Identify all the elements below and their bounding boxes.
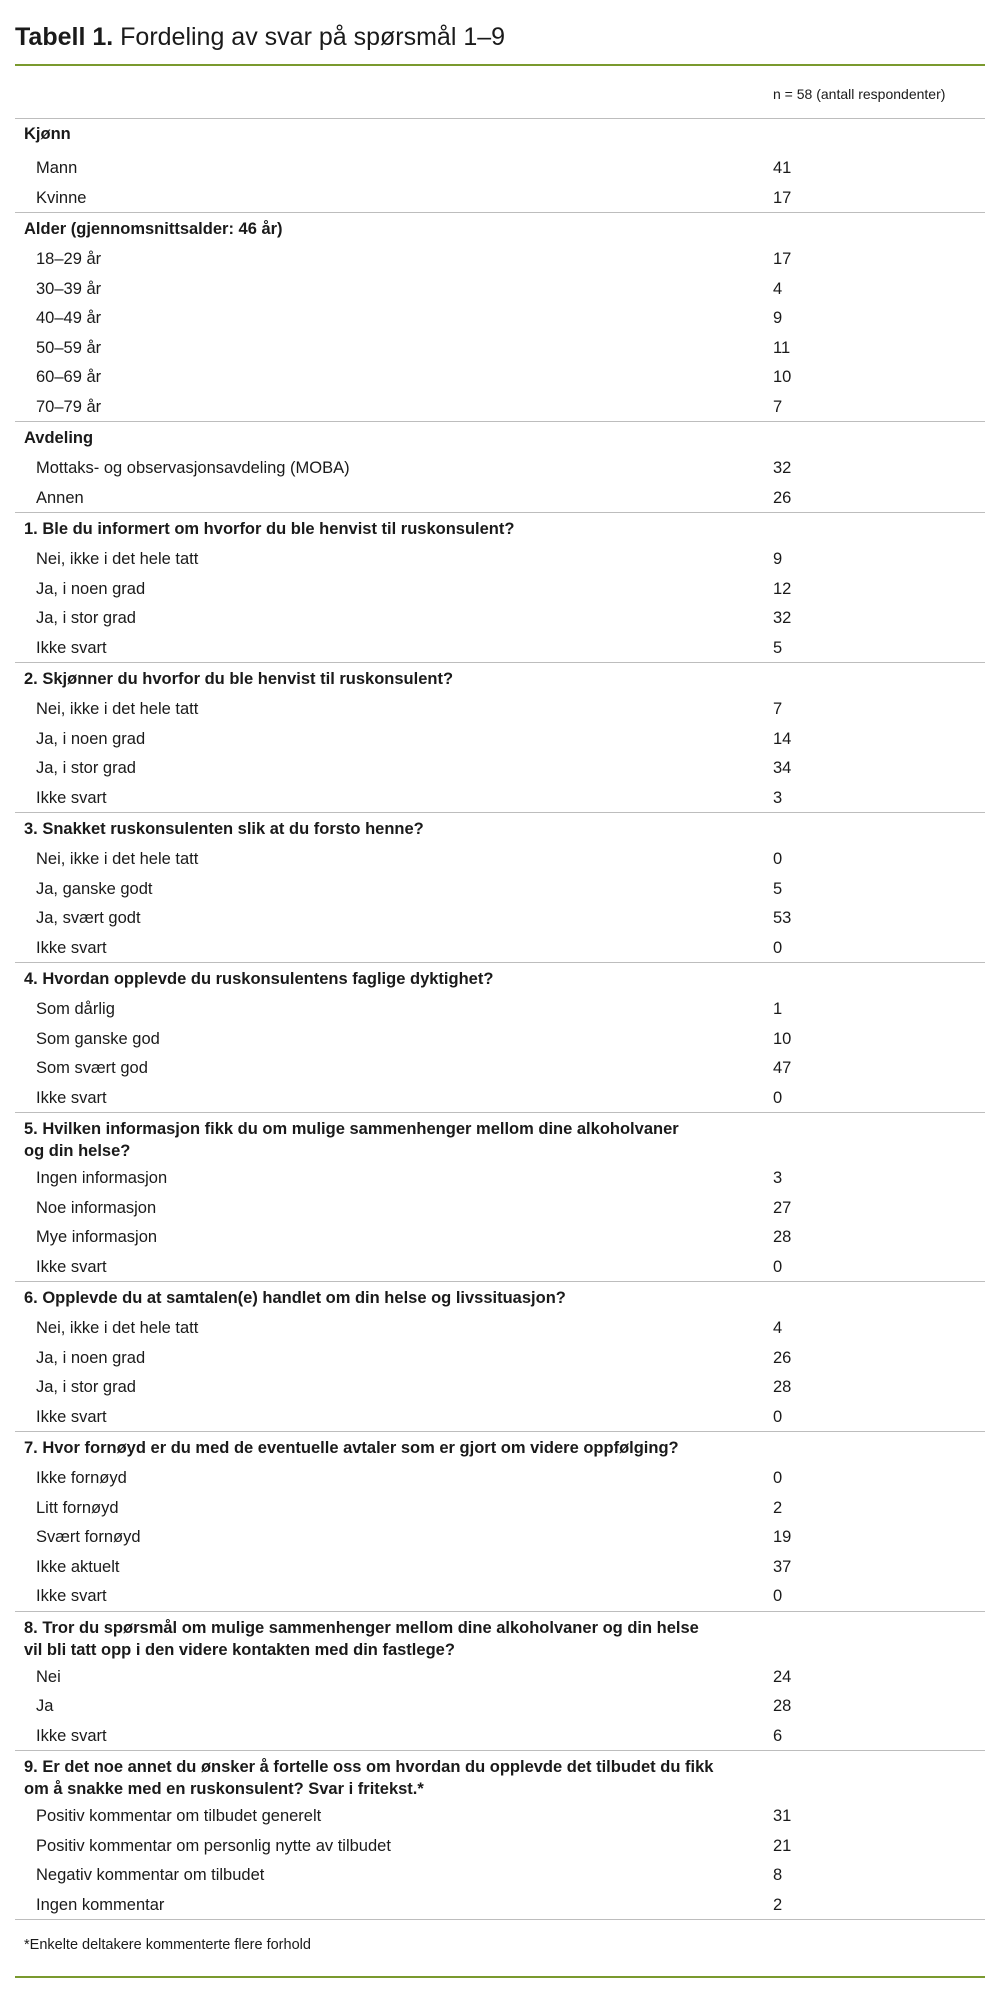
row-label: Ja, i noen grad — [36, 579, 146, 598]
table-row — [15, 1083, 985, 1113]
table-row — [15, 1801, 985, 1831]
table-row — [15, 244, 985, 274]
row-label: Ja, svært godt — [36, 909, 141, 927]
row-label: Mann — [36, 159, 78, 177]
table-section — [15, 1282, 985, 1432]
row-value: 3 — [773, 1169, 783, 1187]
table-section — [15, 963, 985, 1113]
row-value: 8 — [773, 1866, 783, 1884]
row-label: Ja, i stor grad — [36, 609, 136, 627]
row-label: Nei — [36, 1667, 61, 1686]
row-value: 0 — [773, 1088, 783, 1107]
table-row — [15, 392, 985, 422]
table-row — [15, 183, 985, 213]
row-value: 0 — [773, 1469, 783, 1487]
row-value: 3 — [773, 788, 783, 807]
row-value: 32 — [773, 609, 792, 627]
row-label: Ikke fornøyd — [36, 1469, 127, 1487]
table-title-label: Tabell 1. — [15, 23, 114, 51]
table-row — [15, 724, 985, 754]
row-value: 28 — [773, 1378, 792, 1396]
row-value: 6 — [773, 1726, 783, 1745]
row-value: 2 — [773, 1895, 783, 1914]
row-label: Ingen kommentar — [36, 1895, 165, 1914]
table-section — [15, 1751, 985, 1920]
section-heading: 4. Hvordan opplevde du ruskonsulentens faglige dyktighet? — [24, 970, 494, 988]
row-value: 4 — [773, 1319, 783, 1337]
row-label: Ja — [36, 1697, 54, 1715]
row-label: 18–29 år — [36, 250, 102, 268]
row-value: 26 — [773, 1348, 792, 1367]
row-label: 60–69 år — [36, 368, 102, 386]
row-value: 7 — [773, 700, 783, 718]
sample-size-header: n = 58 (antall respondenter) — [773, 86, 946, 102]
row-label: Mye informasjon — [36, 1228, 158, 1246]
row-label: Ikke svart — [36, 938, 107, 957]
section-heading: 8. Tror du spørsmål om mulige sammenhenger mellom dine alkoholvaner og din helse vil bli tatt opp i den videre kontakten med din fastlege? — [24, 1618, 699, 1659]
row-value: 12 — [773, 579, 792, 598]
table-row — [15, 1493, 985, 1523]
row-label: Ikke svart — [36, 638, 107, 657]
row-value: 17 — [773, 250, 792, 268]
row-value: 0 — [773, 850, 783, 868]
sample-size-row — [15, 66, 985, 119]
table-row — [15, 303, 985, 333]
row-label: Som ganske god — [36, 1029, 160, 1048]
row-label: Litt fornøyd — [36, 1498, 119, 1517]
row-value: 0 — [773, 1257, 783, 1276]
row-label: 50–59 år — [36, 338, 102, 357]
row-value: 9 — [773, 309, 783, 327]
row-value: 2 — [773, 1498, 783, 1517]
section-heading: 1. Ble du informert om hvorfor du ble henvist til ruskonsulent? — [24, 520, 515, 538]
row-value: 5 — [773, 638, 783, 657]
row-value: 47 — [773, 1059, 792, 1077]
section-heading: Avdeling — [24, 429, 94, 447]
row-label: Positiv kommentar om tilbudet generelt — [36, 1807, 322, 1825]
row-label: Positiv kommentar om personlig nytte av tilbudet — [36, 1836, 391, 1855]
table-row — [15, 574, 985, 604]
table-row — [15, 1313, 985, 1343]
table-section — [15, 1612, 985, 1752]
row-value: 53 — [773, 909, 792, 927]
row-label: Ikke svart — [36, 1088, 107, 1107]
table-row — [15, 1402, 985, 1432]
row-value: 34 — [773, 759, 792, 777]
row-value: 31 — [773, 1807, 792, 1825]
row-label: Ja, i noen grad — [36, 729, 146, 748]
table-title-text: Fordeling av svar på spørsmål 1–9 — [120, 23, 506, 51]
section-heading: 7. Hvor fornøyd er du med de eventuelle avtaler som er gjort om videre oppfølging? — [24, 1439, 679, 1457]
table-row — [15, 1463, 985, 1493]
row-label: Ja, i stor grad — [36, 1378, 136, 1396]
table-row — [15, 1831, 985, 1861]
table-section — [15, 813, 985, 963]
row-value: 10 — [773, 1029, 792, 1048]
section-heading: 3. Snakket ruskonsulenten slik at du forsto henne? — [24, 820, 424, 838]
row-label: Som svært god — [36, 1059, 148, 1077]
table-row — [15, 603, 985, 633]
table-row — [15, 1662, 985, 1692]
row-label: Ja, i stor grad — [36, 759, 136, 777]
table-row — [15, 333, 985, 363]
table-row — [15, 844, 985, 874]
table-row — [15, 153, 985, 183]
row-value: 41 — [773, 159, 792, 177]
table-row — [15, 362, 985, 392]
row-label: Ikke svart — [36, 1726, 107, 1745]
row-label: Annen — [36, 488, 84, 507]
row-value: 37 — [773, 1557, 792, 1576]
row-value: 7 — [773, 397, 783, 416]
row-value: 27 — [773, 1198, 792, 1217]
row-label: Kvinne — [36, 188, 87, 207]
row-value: 14 — [773, 729, 792, 748]
table-section — [15, 513, 985, 663]
row-label: Nei, ikke i det hele tatt — [36, 850, 199, 868]
table-row — [15, 1024, 985, 1054]
row-label: Ingen informasjon — [36, 1169, 168, 1187]
table-row — [15, 1163, 985, 1193]
row-label: Ikke svart — [36, 1257, 107, 1276]
table-row — [15, 1222, 985, 1252]
table-row — [15, 694, 985, 724]
row-label: Nei, ikke i det hele tatt — [36, 550, 199, 568]
table-row — [15, 453, 985, 483]
table-body — [15, 119, 985, 1920]
row-value: 11 — [773, 338, 791, 357]
row-label: 30–39 år — [36, 279, 102, 298]
row-value: 10 — [773, 368, 792, 386]
row-value: 4 — [773, 279, 783, 298]
section-heading: 2. Skjønner du hvorfor du ble henvist til ruskonsulent? — [24, 670, 454, 688]
row-label: 70–79 år — [36, 397, 102, 416]
table-row — [15, 1721, 985, 1751]
table-row — [15, 1193, 985, 1223]
bottom-rule — [15, 1976, 985, 1978]
row-label: Ja, ganske godt — [36, 879, 153, 898]
table-row — [15, 1343, 985, 1373]
table-row — [15, 753, 985, 783]
table-row — [15, 1522, 985, 1552]
row-label: Nei, ikke i det hele tatt — [36, 700, 199, 718]
row-value: 24 — [773, 1667, 792, 1686]
row-value: 17 — [773, 188, 792, 207]
table-row — [15, 903, 985, 933]
table-section — [15, 119, 985, 213]
table-row — [15, 1860, 985, 1890]
table-section — [15, 422, 985, 513]
table-section — [15, 1113, 985, 1282]
table-footnote: *Enkelte deltakere kommenterte flere forhold — [24, 1937, 311, 1953]
row-label: Som dårlig — [36, 1000, 115, 1018]
section-heading: 6. Opplevde du at samtalen(e) handlet om din helse og livssituasjon? — [24, 1289, 566, 1307]
row-value: 5 — [773, 879, 783, 898]
table-row — [15, 1691, 985, 1721]
row-label: Ja, i noen grad — [36, 1348, 146, 1367]
table-row — [15, 1372, 985, 1402]
table-row — [15, 1552, 985, 1582]
table-row — [15, 1581, 985, 1611]
table-row — [15, 633, 985, 663]
row-value: 28 — [773, 1697, 792, 1715]
section-heading: 5. Hvilken informasjon fikk du om mulige sammenhenger mellom dine alkoholvaner og din helse? — [24, 1120, 679, 1160]
table-row — [15, 274, 985, 304]
row-value: 1 — [773, 1000, 783, 1018]
section-heading: Alder (gjennomsnittsalder: 46 år) — [24, 220, 283, 238]
row-label: Ikke svart — [36, 788, 107, 807]
row-label: Mottaks- og observasjonsavdeling (MOBA) — [36, 459, 350, 477]
row-value: 32 — [773, 459, 792, 477]
row-value: 0 — [773, 1587, 783, 1605]
table-row — [15, 1252, 985, 1282]
row-label: Ikke aktuelt — [36, 1557, 120, 1576]
row-value: 19 — [773, 1528, 792, 1546]
row-value: 28 — [773, 1228, 792, 1246]
table-section — [15, 1432, 985, 1612]
row-value: 26 — [773, 488, 792, 507]
table-section — [15, 663, 985, 813]
row-value: 0 — [773, 938, 783, 957]
survey-table — [15, 0, 985, 1978]
table-row — [15, 874, 985, 904]
table-row — [15, 994, 985, 1024]
row-value: 21 — [773, 1836, 792, 1855]
row-label: Ikke svart — [36, 1407, 107, 1426]
row-label: Nei, ikke i det hele tatt — [36, 1319, 199, 1337]
table-row — [15, 483, 985, 513]
section-heading: 9. Er det noe annet du ønsker å fortelle oss om hvordan du opplevde det tilbudet du fikk om å snakke med en ruskonsulent? Svar i fritekst.* — [24, 1758, 714, 1798]
row-label: 40–49 år — [36, 309, 102, 327]
section-heading: Kjønn — [24, 125, 71, 143]
table-row — [15, 1053, 985, 1083]
table-row — [15, 933, 985, 963]
row-label: Negativ kommentar om tilbudet — [36, 1866, 265, 1884]
row-value: 9 — [773, 550, 783, 568]
row-label: Ikke svart — [36, 1587, 107, 1605]
table-row — [15, 544, 985, 574]
table-row — [15, 1890, 985, 1920]
table-section — [15, 213, 985, 422]
table-row — [15, 783, 985, 813]
row-value: 0 — [773, 1407, 783, 1426]
row-label: Noe informasjon — [36, 1198, 157, 1217]
row-label: Svært fornøyd — [36, 1528, 141, 1546]
table-title — [15, 0, 985, 66]
